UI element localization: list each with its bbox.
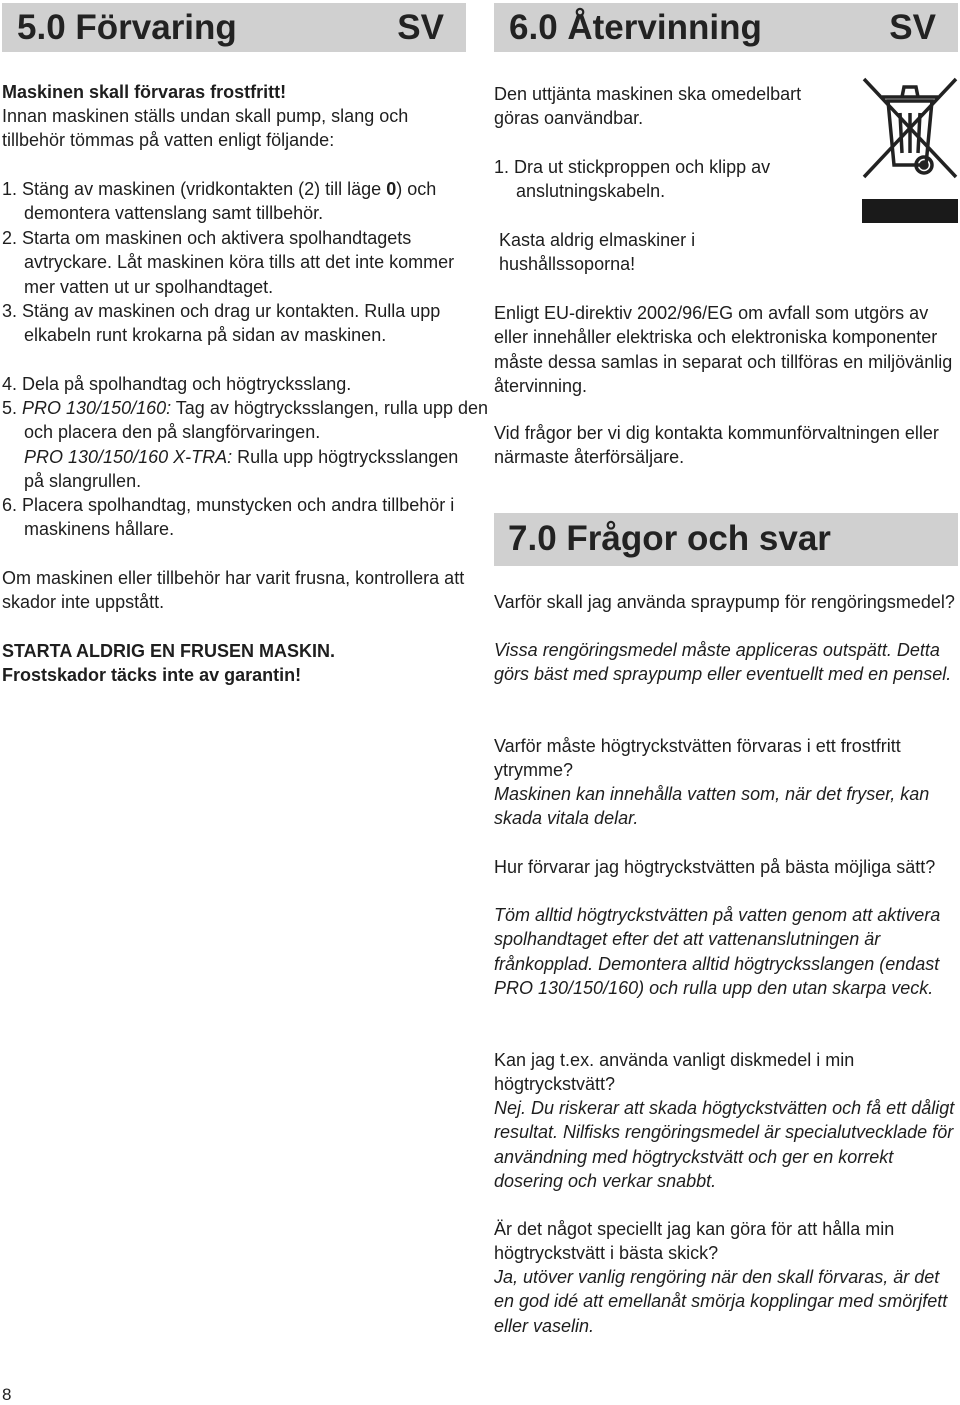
- faq-answer: Töm alltid högtryckstvätten på vatten genom att aktivera spolhandtaget efter det att vattenanslutningen är frånkopplad. Demontera alltid högtrycksslangen (endast PRO 130/150/160) och rulla upp den utan skarpa veck.: [494, 905, 941, 998]
- storage-frozen-note: Om maskinen eller tillbehör har varit frusna, kontrollera att skador inte uppstått.: [2, 568, 465, 613]
- faq-question: Är det något speciellt jag kan göra för att hålla min högtryckstvätt i bästa skick?: [494, 1219, 895, 1264]
- storage-step-4: 4. Dela på spolhandtag och högtrycksslang.: [2, 374, 352, 394]
- recycling-p2: 1. Dra ut stickproppen och klipp av anslutningskabeln.: [494, 157, 771, 202]
- storage-warning-2: Frostskador täcks inte av garantin!: [2, 665, 302, 685]
- faq-answer: Ja, utöver vanlig rengöring när den skall förvaras, är det en god idé att emellanåt smörja kopplingar med smörjfett eller vaselin.: [494, 1267, 948, 1336]
- storage-step-5: 5. PRO 130/150/160: Tag av högtrycksslangen, rulla upp den och placera den på slangförvaringen.: [2, 398, 488, 443]
- recycling-p3: Kasta aldrig elmaskiner i hushållssoporna!: [499, 230, 696, 275]
- recycling-section: [494, 3, 958, 1336]
- storage-step-1: 1. Stäng av maskinen (vridkontakten (2) till läge 0) och demontera vattenslang samt tillbehör.: [2, 179, 437, 224]
- faq-answer: Vissa rengöringsmedel måste appliceras outspätt. Detta görs bäst med spraypump eller eventuellt med en pensel.: [494, 640, 952, 685]
- faq-answer: Maskinen kan innehålla vatten som, när det fryser, kan skada vitala delar.: [494, 784, 930, 829]
- recycling-p5: Vid frågor ber vi dig kontakta kommunförvaltningen eller närmaste återförsäljare.: [494, 423, 939, 468]
- faq-title: 7.0 Frågor och svar: [508, 519, 831, 558]
- crossed-out-wheelie-bin-icon: [862, 73, 958, 223]
- storage-step-3: 3. Stäng av maskinen och drag ur kontakten. Rulla upp elkabeln runt krokarna på sidan av maskinen.: [2, 301, 441, 346]
- recycling-header: [494, 3, 958, 52]
- storage-lead-bold: Maskinen skall förvaras frostfritt!: [2, 82, 287, 102]
- faq-question: Kan jag t.ex. använda vanligt diskmedel i min högtryckstvätt?: [494, 1050, 855, 1095]
- faq-answer: Nej. Du riskerar att skada högtyckstvätten och få ett dåligt resultat. Nilfisks rengöringsmedel är specialutvecklade för användning med högtryckstvätt och ger en korrekt dosering och verkar snabbt.: [494, 1098, 955, 1191]
- storage-step-2: 2. Starta om maskinen och aktivera spolhandtagets avtryckare. Låt maskinen köra tills att det inte kommer mer vatten ut ur spolhandtaget.: [2, 228, 455, 297]
- storage-lead-text: Innan maskinen ställs undan skall pump, slang och tillbehör tömmas på vatten enligt följande:: [2, 106, 409, 151]
- storage-lang-code: SV: [397, 8, 444, 47]
- faq-question: Varför skall jag använda spraypump för rengöringsmedel?: [494, 592, 955, 612]
- storage-section: [2, 3, 488, 685]
- faq-question: Varför måste högtryckstvätten förvaras i ett frostfritt ytrymme?: [494, 736, 901, 781]
- recycling-p1: Den uttjänta maskinen ska omedelbart göras oanvändbar.: [494, 84, 802, 129]
- faq-question: Hur förvarar jag högtryckstvätten på bästa möjliga sätt?: [494, 857, 936, 877]
- storage-title: 5.0 Förvaring: [17, 8, 237, 47]
- storage-warning-1: STARTA ALDRIG EN FRUSEN MASKIN.: [2, 641, 335, 661]
- faq-header: [494, 513, 958, 566]
- recycling-title: 6.0 Återvinning: [509, 8, 762, 47]
- recycling-lang-code: SV: [889, 8, 936, 47]
- page-number: 8: [2, 1385, 12, 1404]
- storage-step-6: 6. Placera spolhandtag, munstycken och andra tillbehör i maskinens hållare.: [2, 495, 455, 540]
- recycling-p4: Enligt EU-direktiv 2002/96/EG om avfall som utgörs av eller innehåller elektriska och elektroniska komponenter måste dessa samlas in separat och tillföras en miljövänlig återvinning.: [494, 303, 953, 396]
- storage-step-5-xtra: PRO 130/150/160 X-TRA: Rulla upp högtrycksslangen på slangrullen.: [24, 447, 459, 492]
- storage-header: [2, 3, 466, 52]
